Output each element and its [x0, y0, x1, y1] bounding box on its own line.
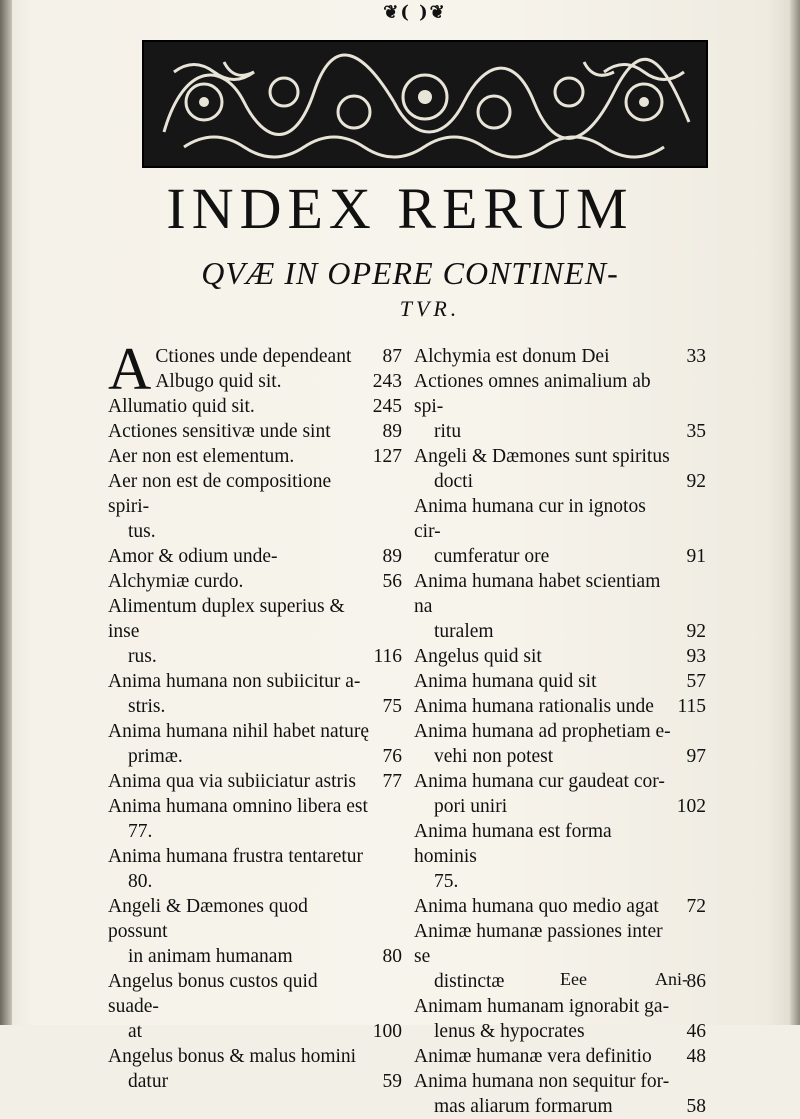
index-entry [414, 544, 706, 569]
index-entry-text: Amor & odium unde- [108, 546, 278, 567]
index-entry-page: 33 [686, 346, 706, 367]
index-entry-text: 80. [128, 871, 153, 892]
index-entry-text: Angelus bonus & malus homini [108, 1046, 357, 1067]
index-entry [414, 819, 706, 869]
index-entry [414, 919, 706, 969]
index-entry-text: Angeli & Dæmones quod possunt [108, 896, 308, 942]
index-entry [414, 1094, 706, 1119]
drop-cap: A [108, 336, 152, 402]
index-entry-text: Anima humana omnino libera est [108, 796, 368, 817]
index-entry [414, 769, 706, 794]
index-entry-page: 115 [677, 696, 706, 717]
index-column-right [414, 344, 706, 1119]
index-entry-page: 35 [686, 421, 706, 442]
index-entry-page: 77 [382, 771, 402, 792]
index-entry-text: tus. [128, 521, 156, 542]
index-entry [414, 669, 706, 694]
page-gutter [0, 0, 12, 1025]
index-entry [414, 869, 706, 894]
index-entry [414, 619, 706, 644]
index-entry-text: mas aliarum formarum [434, 1096, 613, 1117]
index-entry-text: Ctiones unde dependeant [155, 346, 352, 367]
index-entry-text: Anima humana non subiicitur a- [108, 671, 361, 692]
index-entry-text: Anima humana frustra tentaretur [108, 846, 364, 867]
headpiece-ornament [142, 40, 708, 168]
index-entry [414, 794, 706, 819]
index-entry-text: Anima humana cur gaudeat cor- [414, 771, 665, 792]
index-entry [414, 369, 706, 419]
index-entry-page: 59 [382, 1071, 402, 1092]
index-entry-text: Alchymiæ curdo. [108, 571, 244, 592]
index-entry [108, 1069, 402, 1094]
index-entry-text: Angelus quid sit [414, 646, 542, 667]
index-entry [108, 569, 402, 594]
index-entry-text: Albugo quid sit. [155, 371, 282, 392]
index-entry-page: 93 [686, 646, 706, 667]
index-entry [414, 444, 706, 469]
index-entry [108, 769, 402, 794]
index-entry-page: 92 [686, 621, 706, 642]
index-entry [108, 744, 402, 769]
index-entry-page: 58 [686, 1096, 706, 1117]
index-entry [414, 344, 706, 369]
index-entry-text: in animam humanam [128, 946, 293, 967]
signature-mark: Eee [560, 969, 587, 989]
index-entry [108, 869, 402, 894]
index-entry-text: Anima humana ad prophetiam e- [414, 721, 671, 742]
index-entry-text: at [128, 1021, 143, 1042]
index-entry [108, 419, 402, 444]
index-entry-page: 243 [372, 371, 402, 392]
index-entry-text: Anima qua via subiiciatur astris [108, 771, 357, 792]
index-entry [108, 794, 402, 819]
index-column-left [108, 336, 402, 1094]
index-entry-text: Anima humana cur in ignotos cir- [414, 496, 646, 542]
index-entry [414, 719, 706, 744]
index-entry-page: 72 [686, 896, 706, 917]
index-entry-text: ritu [434, 421, 462, 442]
index-entry-text: cumferatur ore [434, 546, 550, 567]
index-entry-page: 87 [382, 346, 402, 367]
index-entry [108, 844, 402, 869]
index-entry-text: Alchymia est donum Dei [414, 346, 610, 367]
index-entry [414, 494, 706, 544]
index-entry [108, 1019, 402, 1044]
index-entry-text: rus. [128, 646, 157, 667]
index-entry-text: Animæ humanæ passiones inter se [414, 921, 663, 967]
index-entry-page: 97 [686, 746, 706, 767]
index-entry [414, 994, 706, 1019]
index-entry-text: Angelus bonus custos quid suade- [108, 971, 318, 1017]
index-entry [414, 419, 706, 444]
index-entry [108, 394, 402, 419]
index-entry [108, 519, 402, 544]
index-entry-page: 89 [382, 546, 402, 567]
index-title: INDEX RERUM [166, 176, 634, 241]
index-entry-text: Anima humana rationalis unde [414, 696, 654, 717]
index-entry [414, 1069, 706, 1094]
index-entry-text: Aer non est elementum. [108, 446, 295, 467]
index-entry-text: distinctæ [434, 971, 505, 992]
index-entry-page: 91 [686, 546, 706, 567]
index-entry-text: Angeli & Dæmones sunt spiritus [414, 446, 670, 467]
index-entry-page: 48 [686, 1046, 706, 1067]
index-entry-page: 116 [373, 646, 402, 667]
index-entry-text: 77. [128, 821, 153, 842]
index-entry [108, 694, 402, 719]
index-entry-page: 100 [372, 1021, 402, 1042]
index-entry [414, 644, 706, 669]
index-entry [108, 1044, 402, 1069]
index-entry-text: pori uniri [434, 796, 508, 817]
index-entry [108, 469, 402, 519]
index-entry [108, 894, 402, 944]
index-entry [108, 644, 402, 669]
index-entry-text: lenus & hypocrates [434, 1021, 585, 1042]
index-entry-text: 75. [434, 871, 459, 892]
index-entry-text: Anima humana non sequitur for- [414, 1071, 670, 1092]
index-entry-text: Actiones sensitivæ unde sint [108, 421, 331, 442]
index-entry [108, 969, 402, 1019]
index-entry-text: Aer non est de compositione spiri- [108, 471, 332, 517]
index-entry-page: 89 [382, 421, 402, 442]
index-entry [108, 444, 402, 469]
index-entry [108, 719, 402, 744]
index-entry-text: Anima humana habet scientiam na [414, 571, 661, 617]
index-entry-page: 92 [686, 471, 706, 492]
index-entry-text: turalem [434, 621, 494, 642]
index-entry-text: docti [434, 471, 473, 492]
index-entry-text: Anima humana nihil habet naturę [108, 721, 370, 742]
index-entry-page: 80 [382, 946, 402, 967]
index-entry [108, 819, 402, 844]
index-entry [414, 1019, 706, 1044]
index-entry-text: stris. [128, 696, 166, 717]
index-entry-text: Alimentum duplex superius & inse [108, 596, 345, 642]
index-entry [414, 469, 706, 494]
index-entry-page: 102 [676, 796, 706, 817]
index-entry [414, 569, 706, 619]
index-entry-page: 46 [686, 1021, 706, 1042]
index-entry [414, 894, 706, 919]
index-entry-text: Anima humana est forma hominis [414, 821, 612, 867]
page-mark: ❦( )❦ [383, 2, 447, 23]
index-entry-text: Actiones omnes animalium ab spi- [414, 371, 651, 417]
subtitle-line-2: TVR. [399, 296, 461, 321]
index-entry-text: Animæ humanæ vera definitio [414, 1046, 652, 1067]
index-entry-text: Anima humana quo medio agat [414, 896, 659, 917]
index-entry-page: 127 [372, 446, 402, 467]
index-entry [414, 1044, 706, 1069]
page-edge [790, 0, 800, 1025]
index-entry-text: Animam humanam ignorabit ga- [414, 996, 670, 1017]
index-entry-page: 57 [686, 671, 706, 692]
index-entry-text: Anima humana quid sit [414, 671, 597, 692]
index-entry [414, 694, 706, 719]
index-entry-page: 245 [372, 396, 402, 417]
index-entry-page: 56 [382, 571, 402, 592]
index-entry-page: 75 [382, 696, 402, 717]
index-entry [108, 369, 402, 394]
subtitle-line-1: QVÆ IN OPERE CONTINEN- [201, 255, 619, 291]
index-entry-page: 76 [382, 746, 402, 767]
index-entry-text: vehi non potest [434, 746, 554, 767]
index-entry-text: primæ. [128, 746, 183, 767]
index-entry [108, 944, 402, 969]
index-entry-text: datur [128, 1071, 169, 1092]
index-entry [414, 744, 706, 769]
index-entry [108, 669, 402, 694]
index-entry [108, 594, 402, 644]
catchword: Ani- [655, 969, 688, 989]
index-entry [108, 544, 402, 569]
index-entry-text: Allumatio quid sit. [108, 396, 255, 417]
index-entry-page: 86 [686, 971, 706, 992]
